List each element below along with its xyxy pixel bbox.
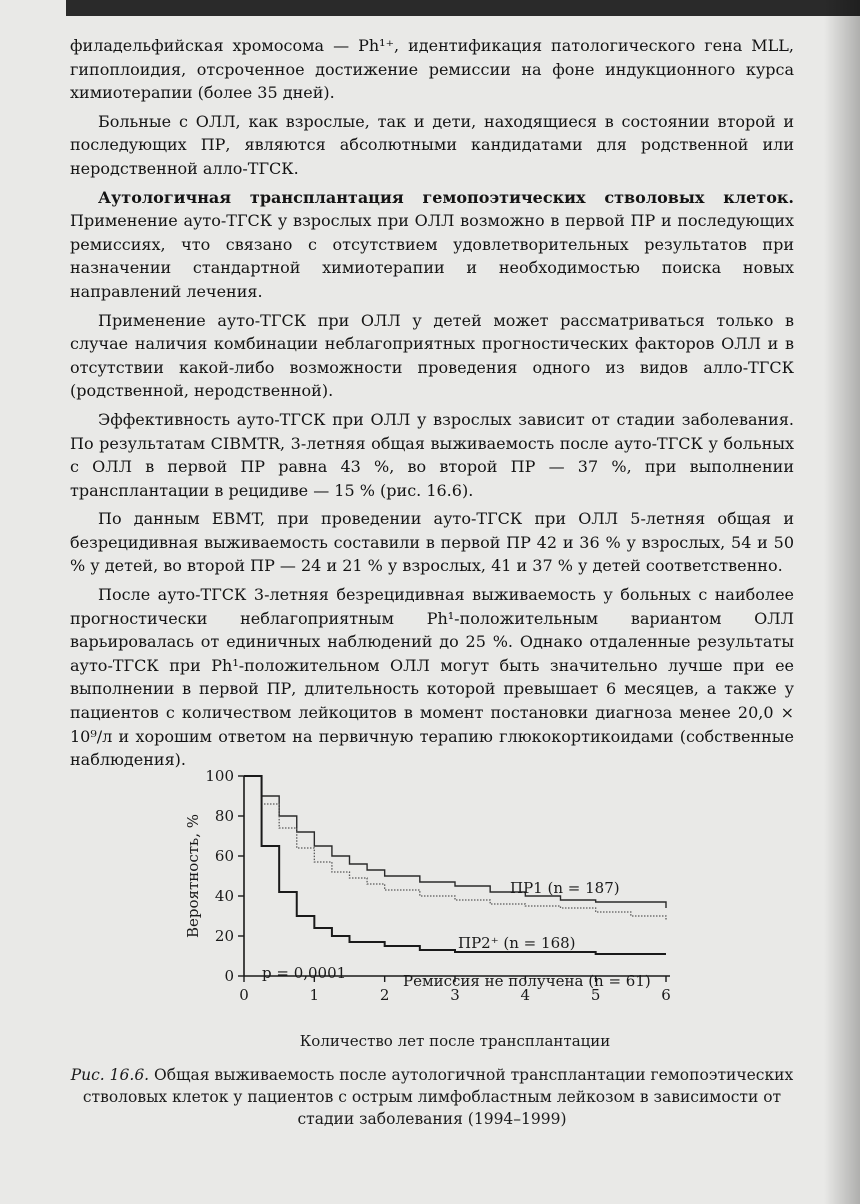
x-tick-label: 0 — [239, 986, 249, 1004]
y-tick-label: 20 — [214, 927, 234, 945]
x-tick-label: 5 — [590, 986, 601, 1004]
series-label: Ремиссия не получена (n = 61) — [403, 972, 651, 990]
series-label: ПР2⁺ (n = 168) — [458, 934, 576, 952]
y-tick-label: 0 — [224, 967, 234, 985]
paragraph-text: Применение ауто-ТГСК у взрослых при ОЛЛ возможно в первой ПР и последующих ремиссиях, что связано с отсутствием удовлетворительных результатов при назначении стандартной химиотерапии и необходимостью поиска новых направлений лечения. — [70, 211, 794, 301]
paragraph: филадельфийская хромосома — Ph¹⁺, идентификация патологического гена MLL, гипоплоидия, отсроченное достижение ремиссии на фоне индукционного курса химиотерапии (более 35 дней). — [70, 36, 794, 103]
x-tick-label: 4 — [520, 986, 531, 1004]
x-tick-label: 3 — [450, 986, 460, 1004]
series-label: ПР1 (n = 187) — [510, 879, 620, 897]
y-tick-label: 60 — [214, 847, 234, 865]
chart-series-group — [244, 776, 666, 954]
survival-curve — [244, 776, 666, 920]
paragraph: Применение ауто-ТГСК при ОЛЛ у детей может рассматриваться только в случае наличия комбинации неблагоприятных прогностических факторов ОЛЛ и в отсутствии какой-либо возможности проведения одного из видов алло-ТГСК (родственной, неродственной). — [70, 310, 794, 401]
x-tick-label: 2 — [379, 986, 390, 1004]
y-tick-label: 100 — [205, 767, 234, 785]
survival-curve — [244, 776, 666, 954]
x-axis-title: Количество лет после трансплантации — [299, 1032, 611, 1050]
paragraph: Больные с ОЛЛ, как взрослые, так и дети, находящиеся в состоянии второй и последующих ПР, являются абсолютными кандидатами для родственной или неродственной алло-ТГСК. — [70, 111, 794, 178]
section-heading: Аутологичная трансплантация гемопоэтических стволовых клеток. — [98, 187, 794, 207]
x-tick-label: 6 — [661, 986, 671, 1004]
y-axis-title: Вероятность, % — [184, 814, 202, 938]
x-tick-label: 1 — [309, 986, 320, 1004]
paragraph: После ауто-ТГСК 3-летняя безрецидивная выживаемость у больных с наиболее прогностически неблагоприятным Ph¹-положительным вариантом ОЛЛ варьировалась от единичных наблюдений до 25 %. Однако отдаленные результаты ауто-ТГСК при Ph¹-положительном ОЛЛ могут быть значительно лучше при ее выполнении в первой ПР, длительность которой превышает 6 месяцев, а также у пациентов с количеством лейкоцитов в момент постановки диагноза менее 20,0 × 10⁹/л и хорошим ответом на первичную терапию глюкокортикоидами (собственные наблюдения). — [70, 585, 794, 770]
figure-caption — [70, 1064, 794, 1130]
paragraph: По данным EBMT, при проведении ауто-ТГСК при ОЛЛ 5-летняя общая и безрецидивная выживаемость составили в первой ПР 42 и 36 % у взрослых, 54 и 50 % у детей, во второй ПР — 24 и 21 % у взрослых, 41 и 37 % у детей соответственно. — [70, 509, 794, 576]
caption-text: Общая выживаемость после аутологичной трансплантации гемопоэтических стволовых клеток у пациентов с острым лимфобластным лейкозом в зависимости от стадии заболевания (1994–1999) — [82, 1066, 794, 1128]
y-tick-label: 80 — [214, 807, 234, 825]
y-tick-label: 40 — [214, 887, 234, 905]
p-value-annotation: p = 0,0001 — [262, 964, 347, 982]
chart-text-group — [184, 767, 671, 1050]
figure-number: Рис. 16.6. — [70, 1066, 150, 1084]
paragraph: Эффективность ауто-ТГСК при ОЛЛ у взрослых зависит от стадии заболевания. По результатам CIBMTR, 3-летняя общая выживаемость после ауто-ТГСК у больных с ОЛЛ в первой ПР равна 43 %, во второй ПР — 37 %, при выполнении трансплантации в рецидиве — 15 % (рис. 16.6). — [70, 409, 794, 500]
